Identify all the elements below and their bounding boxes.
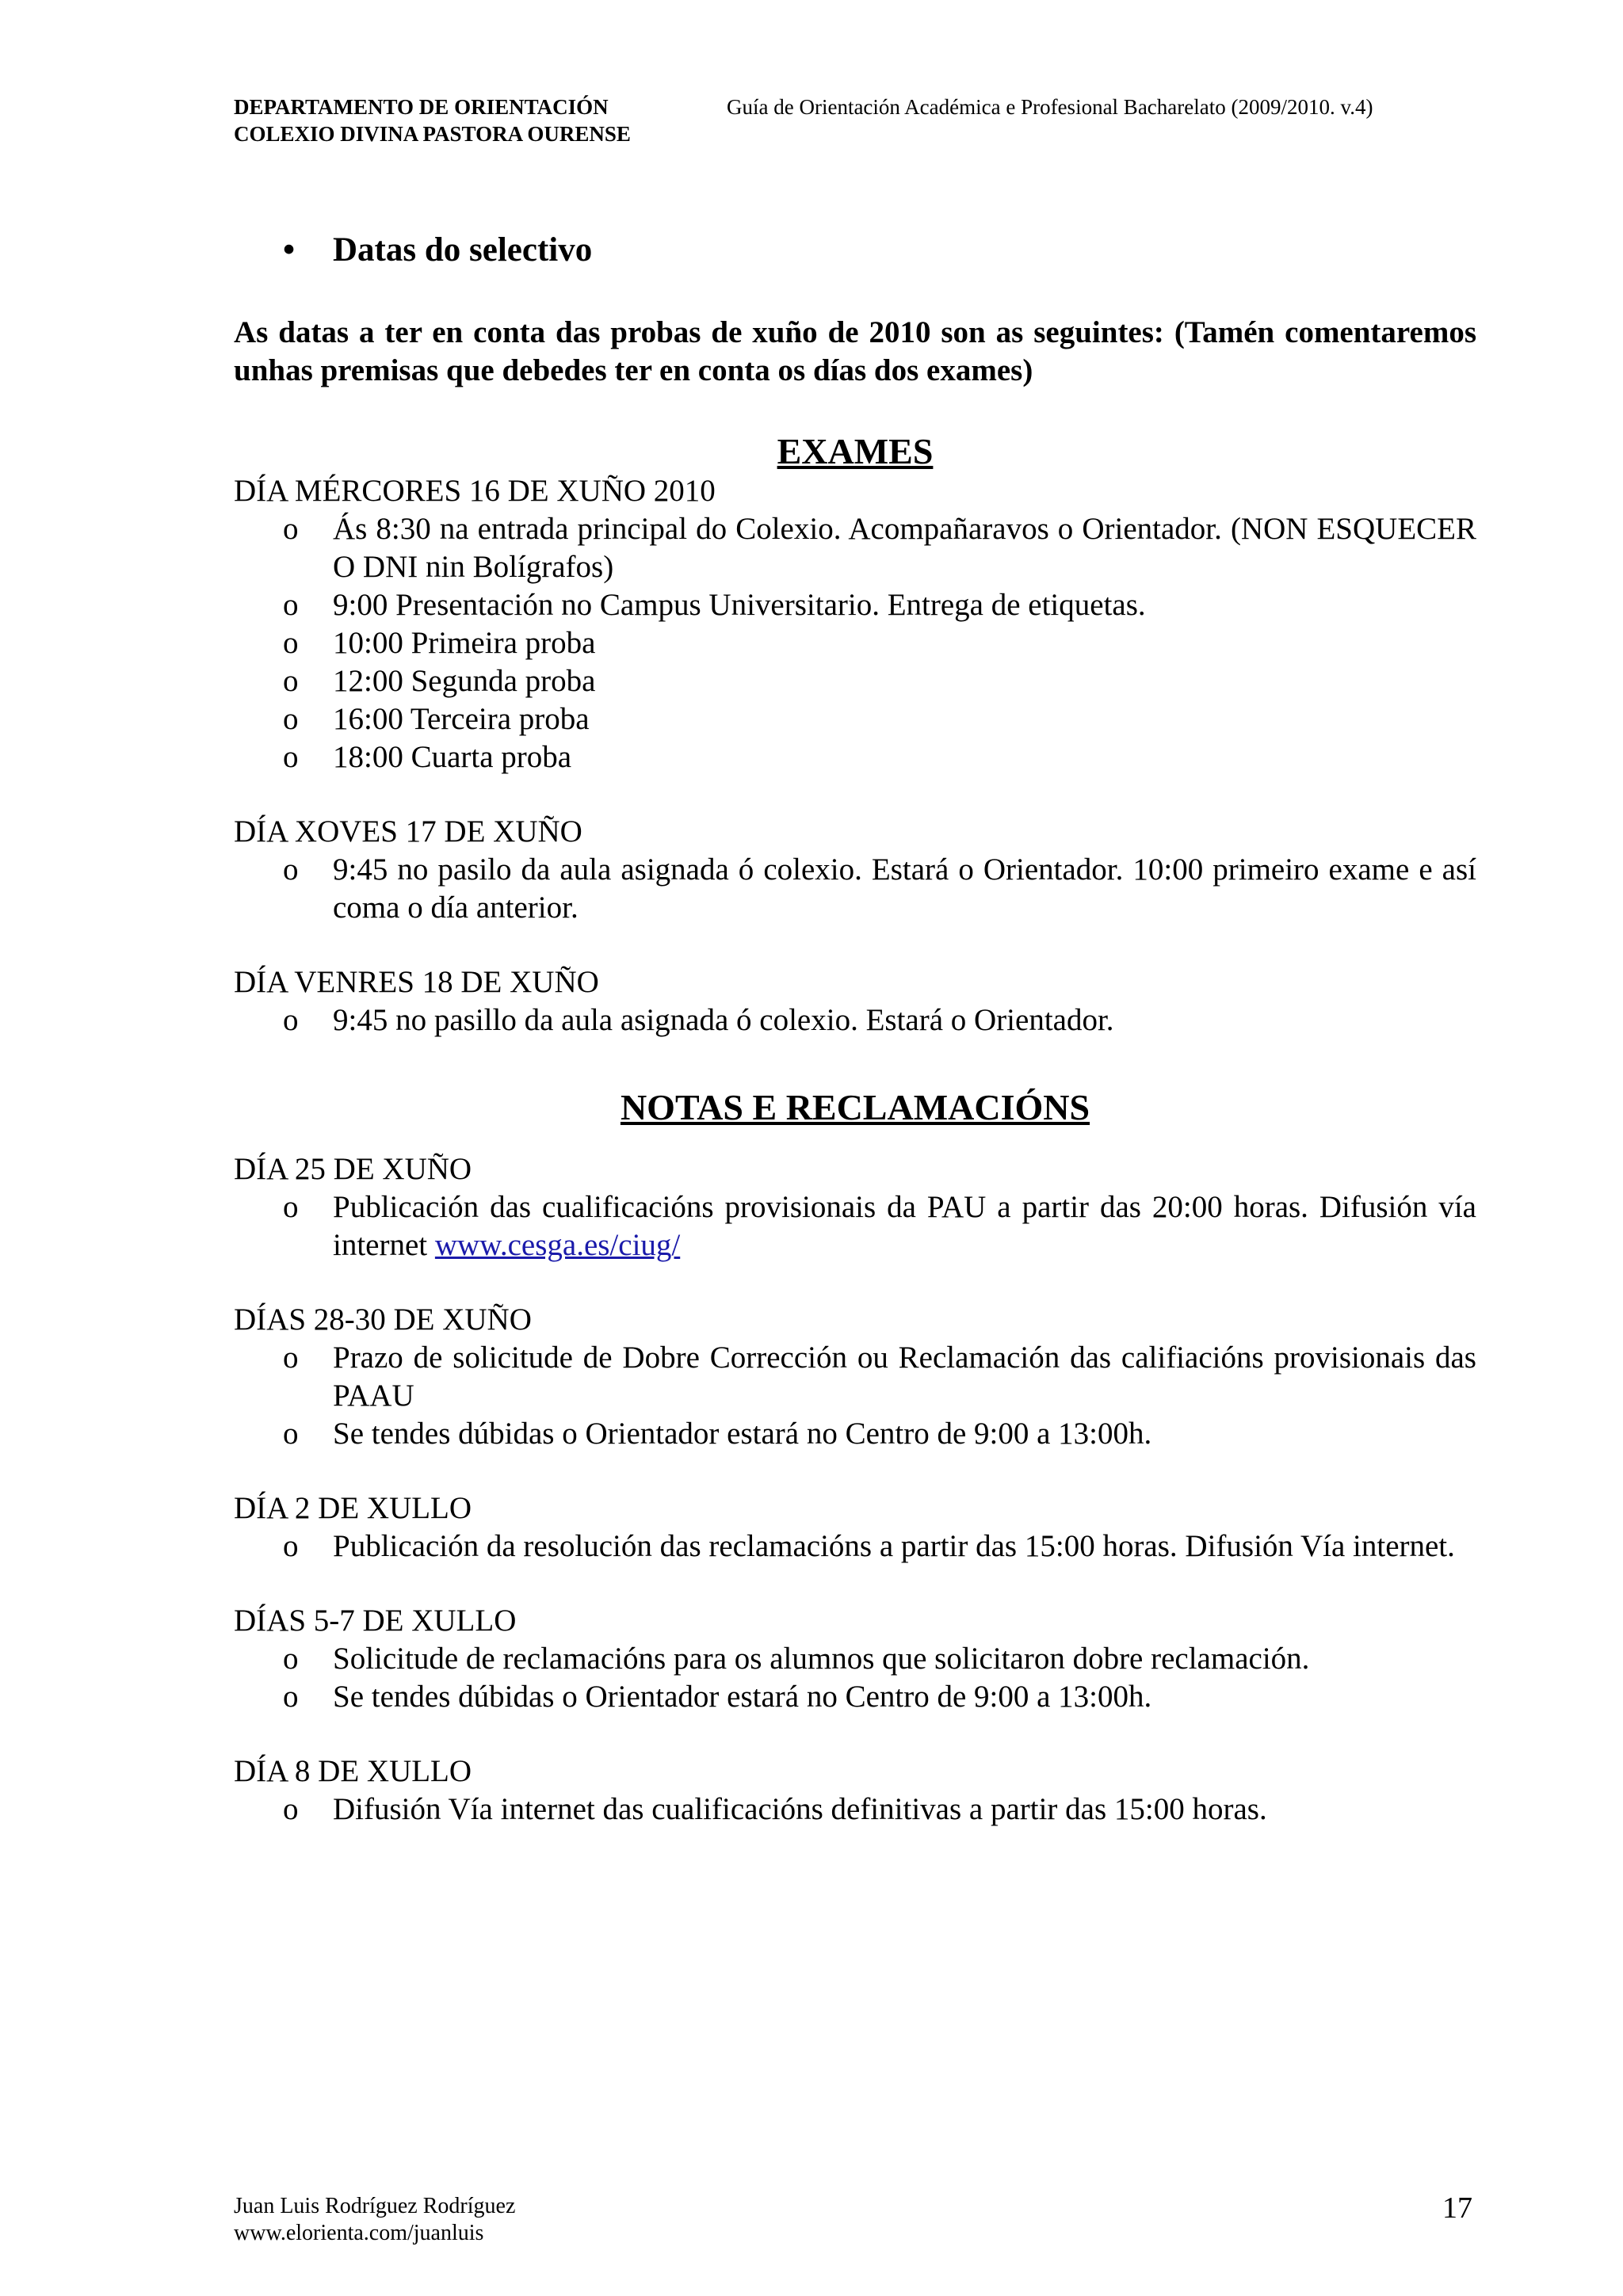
list-item: o 18:00 Cuarta proba <box>234 738 1476 776</box>
footer-website: www.elorienta.com/juanluis <box>234 2221 484 2245</box>
header-institution <box>234 93 631 147</box>
circle-marker-icon: o <box>283 852 299 887</box>
day-heading: DÍA 8 DE XULLO <box>234 1754 472 1788</box>
circle-marker-icon: o <box>283 626 299 660</box>
notas-day-4 <box>234 1602 1476 1716</box>
notas-title: NOTAS E RECLAMACIÓNS <box>620 1087 1090 1127</box>
day-items <box>234 1527 1476 1566</box>
header-department: DEPARTAMENTO DE ORIENTACIÓN <box>234 95 609 119</box>
day-heading: DÍA 25 DE XUÑO <box>234 1152 472 1186</box>
list-item: o Prazo de solicitude de Dobre Corrección ou Reclamación das califiacións provisionais das PAAU <box>283 1341 1476 1413</box>
exam-day-3 <box>234 963 1476 1039</box>
notas-day-1 <box>234 1150 1476 1264</box>
circle-marker-icon: o <box>283 740 299 774</box>
day-items <box>234 510 1476 776</box>
circle-marker-icon: o <box>283 1642 299 1676</box>
notas-day-2 <box>234 1301 1476 1453</box>
day-heading: DÍA XOVES 17 DE XUÑO <box>234 814 582 849</box>
list-item: o 9:45 no pasillo da aula asignada ó colexio. Estará o Orientador. <box>234 1001 1476 1039</box>
header-school: COLEXIO DIVINA PASTORA OURENSE <box>234 122 631 146</box>
day-heading: DÍA MÉRCORES 16 DE XUÑO 2010 <box>234 474 716 508</box>
header-guide-title: Guía de Orientación Académica e Profesional Bacharelato (2009/2010. v.4) <box>727 95 1373 119</box>
circle-marker-icon: o <box>283 1529 299 1563</box>
list-item: o Publicación da resolución das reclamacións a partir das 15:00 horas. Difusión Vía internet. <box>234 1527 1476 1566</box>
notas-day-3 <box>234 1489 1476 1566</box>
circle-marker-icon: o <box>283 1680 299 1714</box>
circle-marker-icon: o <box>283 702 299 736</box>
exam-day-1 <box>234 472 1476 776</box>
list-item: o 9:00 Presentación no Campus Universitario. Entrega de etiquetas. <box>234 586 1476 624</box>
circle-marker-icon: o <box>283 1003 299 1037</box>
day-items <box>234 1339 1476 1453</box>
list-item: o Se tendes dúbidas o Orientador estará no Centro de 9:00 a 13:00h. <box>234 1678 1476 1716</box>
section-heading <box>234 230 1476 271</box>
circle-marker-icon: o <box>283 1417 299 1451</box>
circle-marker-icon: o <box>283 588 299 622</box>
day-heading: DÍA VENRES 18 DE XUÑO <box>234 965 599 999</box>
day-heading: DÍAS 28-30 DE XUÑO <box>234 1302 532 1337</box>
footer-author: Juan Luis Rodríguez Rodríguez <box>234 2194 516 2218</box>
day-heading: DÍAS 5-7 DE XULLO <box>234 1604 517 1638</box>
exames-title: EXAMES <box>777 431 934 471</box>
circle-marker-icon: o <box>283 512 299 546</box>
page-footer <box>234 2193 515 2247</box>
list-item: o Publicación das cualificacións provisionais da PAU a partir das 20:00 horas. Difusión vía internet www.cesga.es/ciug/ <box>283 1190 1476 1262</box>
day-items <box>234 1791 1476 1829</box>
list-item: o Difusión Vía internet das cualificacións definitivas a partir das 15:00 horas. <box>234 1791 1476 1829</box>
list-item: o 9:45 no pasilo da aula asignada ó colexio. Estará o Orientador. 10:00 primeiro exame e así coma o día anterior. <box>283 852 1476 925</box>
day-items <box>234 1188 1476 1264</box>
list-item: o Solicitude de reclamacións para os alumnos que solicitaron dobre reclamación. <box>234 1640 1476 1678</box>
list-item: o 10:00 Primeira proba <box>234 624 1476 662</box>
circle-marker-icon: o <box>283 1341 299 1375</box>
list-item: o 12:00 Segunda proba <box>234 662 1476 700</box>
section-heading-text: Datas do selectivo <box>333 231 593 269</box>
intro-paragraph: As datas a ter en conta das probas de xuño de 2010 son as seguintes: (Tamén comentaremos unhas premisas que debedes ter en conta os días dos exames) <box>234 315 1476 387</box>
page-content <box>234 230 1476 1865</box>
day-items <box>234 1001 1476 1039</box>
circle-marker-icon: o <box>283 1792 299 1826</box>
list-item: o 16:00 Terceira proba <box>234 700 1476 738</box>
circle-marker-icon: o <box>283 664 299 698</box>
list-item: o Ás 8:30 na entrada principal do Colexio. Acompañaravos o Orientador. (NON ESQUECER O DNI nin Bolígrafos) <box>283 512 1476 584</box>
list-item: o Se tendes dúbidas o Orientador estará no Centro de 9:00 a 13:00h. <box>234 1415 1476 1453</box>
ciug-link[interactable]: www.cesga.es/ciug/ <box>434 1228 681 1262</box>
page-number: 17 <box>1442 2191 1472 2225</box>
notas-day-5 <box>234 1753 1476 1829</box>
day-heading: DÍA 2 DE XULLO <box>234 1491 472 1525</box>
day-items <box>234 1640 1476 1716</box>
bullet-icon: • <box>283 231 296 269</box>
exam-day-2 <box>234 813 1476 927</box>
circle-marker-icon: o <box>283 1190 299 1224</box>
day-items <box>234 851 1476 927</box>
